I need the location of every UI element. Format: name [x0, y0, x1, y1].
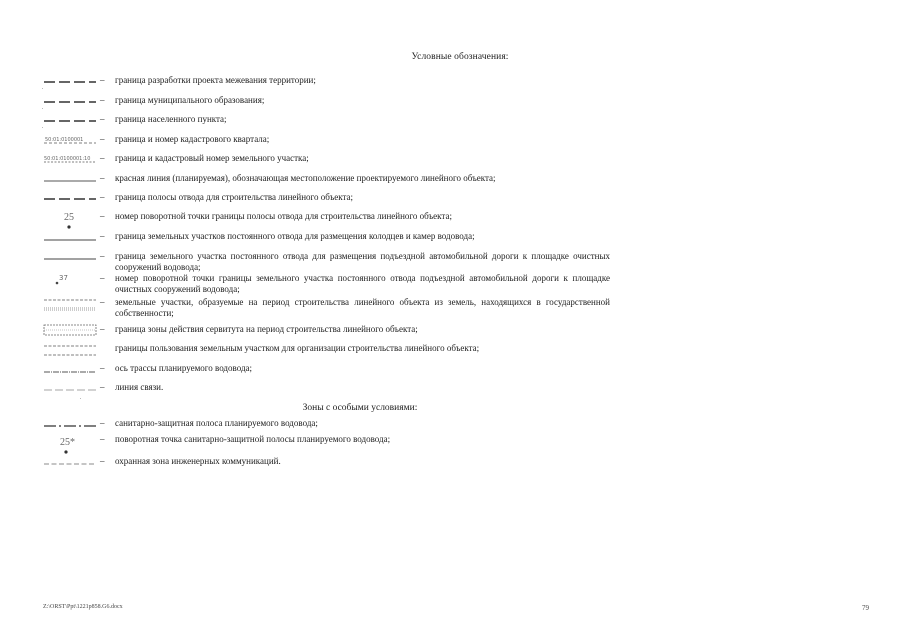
legend-text: границы пользования земельным участком для организации строительства линейного объекта; [115, 343, 480, 353]
turning-point-label: 25 [64, 212, 74, 223]
legend-title: Условные обозначения: [411, 52, 509, 62]
legend-text: ось трассы планируемого водовода; [115, 363, 253, 373]
sanitary-point-label: 25* [60, 437, 75, 448]
page-number: 79 [862, 604, 869, 612]
project-boundary-symbol [44, 75, 96, 87]
special-zones-title: Зоны с особыми условиями: [302, 403, 418, 413]
dash: – [100, 297, 105, 307]
dash: – [100, 134, 105, 144]
wells-plot-boundary-symbol [44, 231, 96, 243]
speck [80, 398, 81, 399]
dash: – [100, 95, 105, 105]
dash: – [100, 324, 105, 334]
legend-text: номер поворотной точки границы полосы отвода для строительства линейного объекта; [115, 211, 452, 221]
dash: – [100, 114, 105, 124]
municipal-boundary-symbol [44, 95, 96, 107]
dash: – [100, 211, 105, 221]
legend-text: граница полосы отвода для строительства линейного объекта; [115, 192, 354, 202]
dash: – [100, 418, 105, 428]
dash: – [100, 173, 105, 183]
communication-line-symbol [44, 382, 96, 394]
legend-text: граница и номер кадастрового квартала; [115, 134, 270, 144]
sanitary-point-symbol [44, 434, 96, 456]
dash: – [100, 434, 105, 444]
legend-text: земельные участки, образуемые на период строительства линейного объекта из земель, находящихся в государственной собственности; [115, 297, 610, 318]
legend-text: граница зоны действия сервитута на период строительства линейного объекта; [115, 324, 418, 334]
legend-text: номер поворотной точки границы земельного участка постоянного отвода подъездной автомобильной дороги к площадке очистных сооружений водовода; [115, 273, 610, 294]
access-road-point-dot [56, 282, 59, 285]
cadastral-quarter-symbol [44, 134, 96, 146]
dash: – [100, 75, 105, 85]
legend-text: красная линия (планируемая), обозначающая местоположение проектируемого линейного объекта; [115, 173, 496, 183]
red-line-symbol [44, 173, 96, 185]
dash: – [100, 382, 105, 392]
sanitary-point-dot [64, 450, 67, 453]
dash: – [100, 251, 105, 261]
legend-text: граница муниципального образования; [115, 95, 265, 105]
cadastral-quarter-label: 50:01:0100001 [45, 137, 84, 143]
pipeline-axis-symbol [44, 363, 96, 375]
legend-text: граница населенного пункта; [115, 114, 227, 124]
access-road-point-symbol [44, 273, 96, 289]
protection-zone-symbol [44, 456, 96, 468]
dash: – [100, 231, 105, 241]
right-of-way-boundary-symbol [44, 192, 96, 204]
speck [42, 127, 43, 128]
dash: – [100, 456, 105, 466]
legend-text: граница разработки проекта межевания территории; [115, 75, 316, 85]
legend-text: граница земельного участка постоянного отвода для размещения подъездной автомобильной дороги к площадке очистных сооружений водовода; [115, 251, 610, 272]
access-road-plot-boundary-symbol [44, 251, 96, 263]
access-road-point-label: 37 [59, 274, 68, 282]
turning-point-symbol [44, 211, 96, 231]
dash: – [100, 153, 105, 163]
legend-text: граница земельных участков постоянного отвода для размещения колодцев и камер водовода; [115, 231, 475, 241]
legend-text: линия связи. [115, 382, 164, 392]
legend-text: санитарно-защитная полоса планируемого водовода; [115, 418, 318, 428]
construction-use-boundary-symbol [44, 343, 96, 359]
land-plot-label: 50:01:0100001:10 [44, 156, 91, 162]
sanitary-strip-symbol [44, 418, 96, 430]
legend-text: граница и кадастровый номер земельного участка; [115, 153, 309, 163]
speck [42, 88, 43, 89]
speck [42, 108, 43, 109]
legend-text: охранная зона инженерных коммуникаций. [115, 456, 281, 466]
dash: – [100, 192, 105, 202]
temporary-plots-symbol [44, 297, 96, 317]
land-plot-symbol [44, 153, 96, 165]
legend-text: поворотная точка санитарно-защитной полосы планируемого водовода; [115, 434, 391, 444]
turning-point-dot [67, 225, 70, 228]
servitude-zone-symbol [44, 324, 96, 338]
file-path: Z:\ORST\Ppt\1221p858.G6.docx [43, 604, 123, 610]
dash: – [100, 363, 105, 373]
settlement-boundary-symbol [44, 114, 96, 126]
dash: – [100, 273, 105, 283]
